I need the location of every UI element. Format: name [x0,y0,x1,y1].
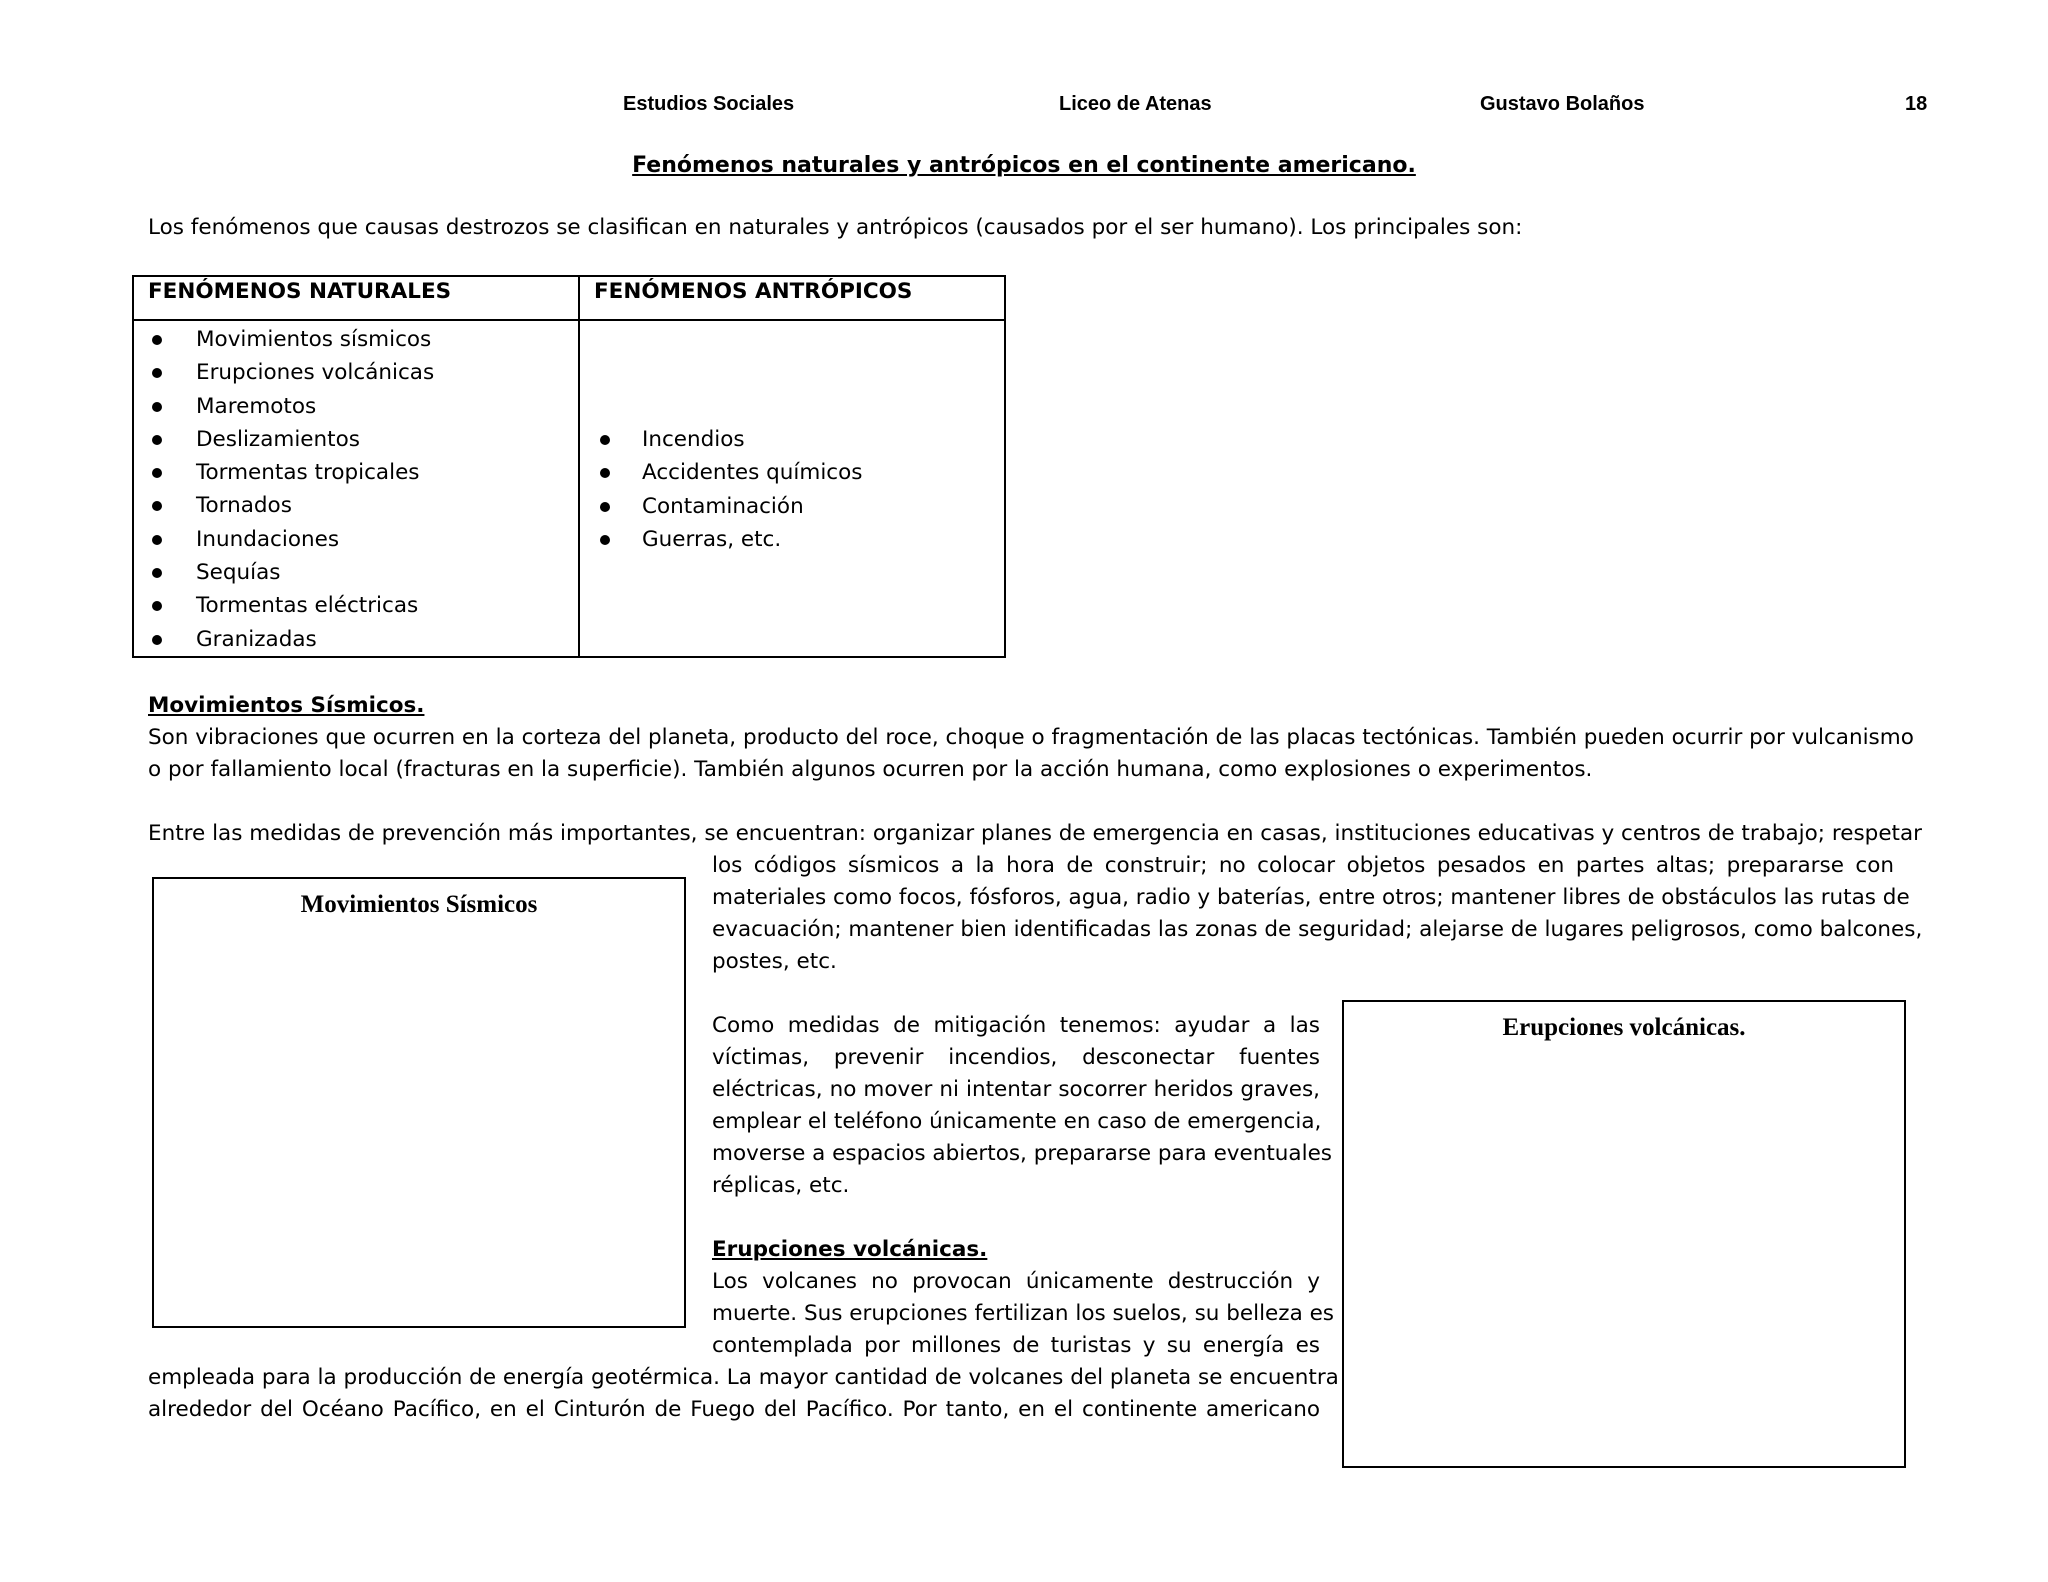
sismicos-box-label: Movimientos Sísmicos [300,891,538,918]
list-item: Accidentes químicos [580,456,1004,489]
bullet-icon [152,335,162,345]
sismicos-paragraph-line: Son vibraciones que ocurren en la corteza del planeta, producto del roce, choque o fragmentación de las placas tectónicas. También pueden ocurrir por vulcanismo [148,725,1914,750]
volcanes-box-label: Erupciones volcánicas. [1502,1014,1746,1041]
bullet-icon [600,435,610,445]
volcanes-paragraph-line: alrededor del Océano Pacífico, en el Cinturón de Fuego del Pacífico. Por tanto, en el continente americano [148,1397,1320,1422]
bullet-icon [600,468,610,478]
header-page-number: 18 [1905,93,1928,115]
prevention-paragraph-line: los códigos sísmicos a la hora de construir; no colocar objetos pesados en partes altas; prepararse con [712,853,1894,878]
list-item: Tormentas tropicales [134,456,578,489]
mitigation-paragraph-line: Como medidas de mitigación tenemos: ayudar a las [712,1013,1320,1038]
bullet-icon [152,635,162,645]
table-header-antropicos: FENÓMENOS ANTRÓPICOS [579,276,1005,320]
page-title: Fenómenos naturales y antrópicos en el continente americano. [632,153,1416,178]
bullet-icon [152,568,162,578]
prevention-paragraph-line: materiales como focos, fósforos, agua, radio y baterías, entre otros; mantener libres de obstáculos las rutas de [712,885,1910,910]
naturales-list [134,323,578,656]
mitigation-paragraph-line: moverse a espacios abiertos, prepararse para eventuales [712,1141,1333,1166]
list-item: Movimientos sísmicos [134,323,578,356]
bullet-icon [600,502,610,512]
phenomena-table [132,275,1006,658]
list-item: Erupciones volcánicas [134,356,578,389]
bullet-icon [152,468,162,478]
volcanes-heading: Erupciones volcánicas. [712,1237,988,1262]
bullet-icon [152,501,162,511]
prevention-paragraph-line: postes, etc. [712,949,837,974]
list-item: Maremotos [134,390,578,423]
bullet-icon [600,535,610,545]
volcanes-paragraph-line: muerte. Sus erupciones fertilizan los suelos, su belleza es [712,1301,1335,1326]
intro-paragraph: Los fenómenos que causas destrozos se clasifican en naturales y antrópicos (causados por el ser humano). Los principales son: [148,215,1523,240]
mitigation-paragraph-line: víctimas, prevenir incendios, desconectar fuentes [712,1045,1320,1070]
list-item: Granizadas [134,623,578,656]
list-item: Inundaciones [134,523,578,556]
bullet-icon [152,368,162,378]
header-school: Liceo de Atenas [1059,93,1212,115]
mitigation-paragraph-line: eléctricas, no mover ni intentar socorrer heridos graves, [712,1077,1320,1102]
list-item: Incendios [580,423,1004,456]
volcanes-paragraph-line: empleada para la producción de energía geotérmica. La mayor cantidad de volcanes del planeta se encuentra [148,1365,1339,1390]
antropicos-cell [579,320,1005,657]
prevention-paragraph-line: evacuación; mantener bien identificadas las zonas de seguridad; alejarse de lugares peligrosos, como balcones, [712,917,1923,942]
mitigation-paragraph-line: réplicas, etc. [712,1173,850,1198]
header-author: Gustavo Bolaños [1480,93,1645,115]
list-item: Contaminación [580,490,1004,523]
list-item: Sequías [134,556,578,589]
list-item: Tormentas eléctricas [134,589,578,622]
list-item: Tornados [134,489,578,522]
table-header-naturales: FENÓMENOS NATURALES [133,276,579,320]
list-item: Guerras, etc. [580,523,1004,556]
volcanes-paragraph-line: contemplada por millones de turistas y su energía es [712,1333,1320,1358]
bullet-icon [152,435,162,445]
antropicos-list [580,423,1004,556]
sismicos-heading: Movimientos Sísmicos. [148,693,425,718]
volcanes-paragraph-line: Los volcanes no provocan únicamente destrucción y [712,1269,1320,1294]
bullet-icon [152,402,162,412]
header-subject: Estudios Sociales [623,93,795,115]
list-item: Deslizamientos [134,423,578,456]
bullet-icon [152,535,162,545]
mitigation-paragraph-line: emplear el teléfono únicamente en caso de emergencia, [712,1109,1322,1134]
prevention-paragraph-line: Entre las medidas de prevención más importantes, se encuentran: organizar planes de emergencia en casas, instituciones educativas y centros de trabajo; respetar [148,821,1922,846]
bullet-icon [152,601,162,611]
naturales-cell [133,320,579,657]
sismicos-paragraph-line: o por fallamiento local (fracturas en la superficie). También algunos ocurren por la acción humana, como explosiones o experimentos. [148,757,1593,782]
sismicos-image-box [152,877,686,1328]
volcanes-image-box [1342,1000,1906,1468]
